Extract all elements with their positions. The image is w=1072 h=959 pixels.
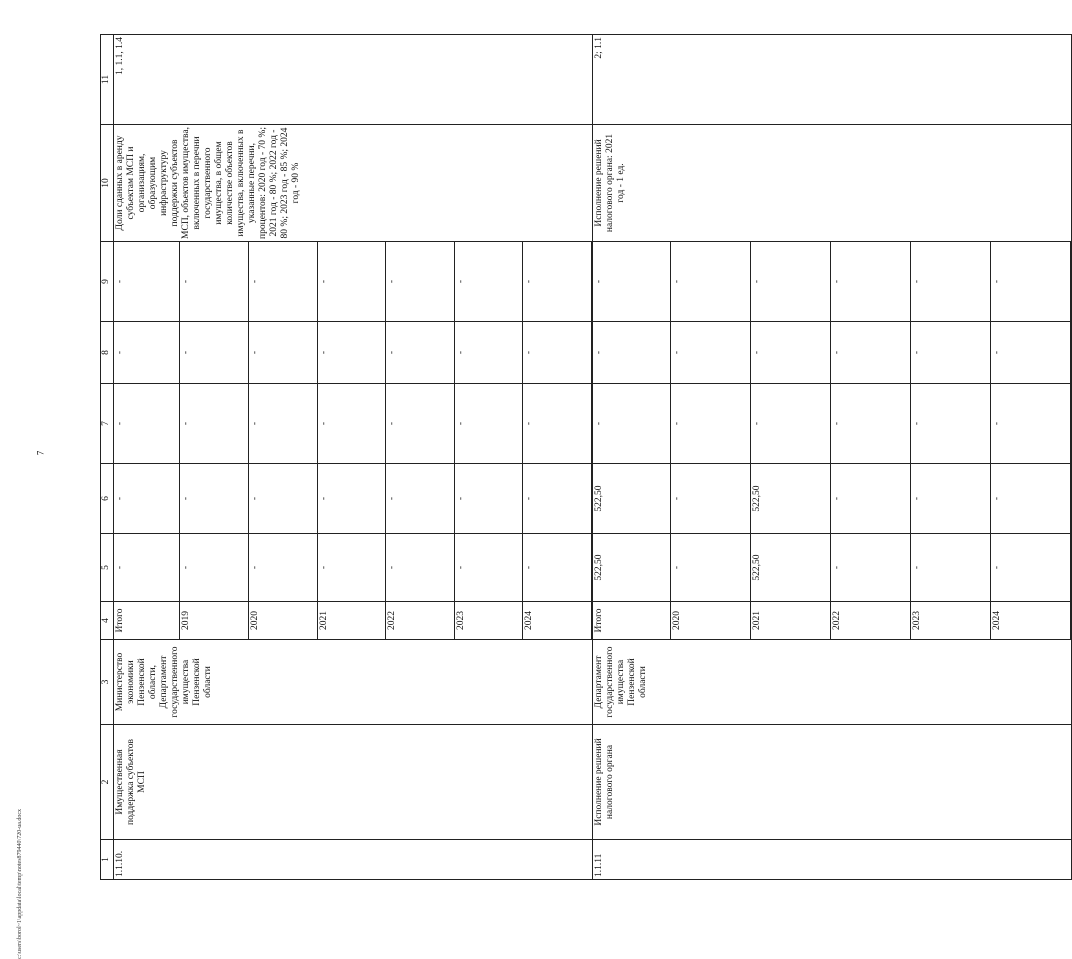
goal-reference: 1, 1.1, 1.4 bbox=[114, 35, 593, 125]
value: - bbox=[990, 322, 1070, 383]
value: 522,50 bbox=[750, 534, 830, 601]
value: - bbox=[523, 242, 592, 321]
value: - bbox=[670, 464, 750, 533]
value: - bbox=[454, 242, 523, 321]
col-header-6: 6 bbox=[101, 464, 114, 534]
value: - bbox=[114, 322, 180, 383]
year-label: 2023 bbox=[910, 602, 990, 639]
value: - bbox=[180, 242, 249, 321]
footer-file-path: c:\users\borol~1\appdata\local\temp\notes879440\720-ua.docx bbox=[17, 808, 23, 959]
goal-reference: 2; 1.1 bbox=[593, 35, 1072, 125]
value: - bbox=[910, 534, 990, 601]
value: - bbox=[830, 322, 910, 383]
col6-cell bbox=[114, 464, 593, 534]
value: - bbox=[750, 322, 830, 383]
value: - bbox=[180, 534, 249, 601]
year-label: 2024 bbox=[990, 602, 1070, 639]
value: - bbox=[523, 384, 592, 463]
value: - bbox=[523, 322, 592, 383]
value: - bbox=[114, 384, 180, 463]
value: - bbox=[830, 464, 910, 533]
value: - bbox=[910, 322, 990, 383]
col-header-11: 11 bbox=[101, 35, 114, 125]
col-header-3: 3 bbox=[101, 640, 114, 725]
value: - bbox=[249, 534, 318, 601]
value: - bbox=[750, 242, 830, 321]
value: - bbox=[386, 464, 455, 533]
col6-cell bbox=[593, 464, 1072, 534]
year-label: 2020 bbox=[670, 602, 750, 639]
col-header-2: 2 bbox=[101, 725, 114, 840]
value: - bbox=[114, 464, 180, 533]
header-row bbox=[101, 35, 114, 880]
value: - bbox=[386, 322, 455, 383]
value: - bbox=[990, 242, 1070, 321]
row-number: 1.1.10. bbox=[114, 840, 593, 880]
value: - bbox=[317, 534, 386, 601]
value: - bbox=[910, 464, 990, 533]
value: - bbox=[249, 242, 318, 321]
col-header-4: 4 bbox=[101, 602, 114, 640]
col-header-8: 8 bbox=[101, 322, 114, 384]
col-header-9: 9 bbox=[101, 242, 114, 322]
value: - bbox=[593, 384, 670, 463]
year-label: 2020 bbox=[249, 602, 318, 639]
value: - bbox=[830, 384, 910, 463]
value: - bbox=[523, 534, 592, 601]
value: - bbox=[454, 534, 523, 601]
value: - bbox=[830, 242, 910, 321]
value: 522,50 bbox=[593, 534, 670, 601]
value: - bbox=[180, 384, 249, 463]
value: - bbox=[454, 464, 523, 533]
value: - bbox=[454, 384, 523, 463]
value: - bbox=[180, 322, 249, 383]
measure-name: Исполнение решений налогового органа bbox=[593, 725, 1072, 840]
value: - bbox=[830, 534, 910, 601]
executor: Департамент государственного имущества Пензенской области bbox=[593, 640, 1072, 725]
years-cell bbox=[593, 602, 1072, 640]
col-header-10: 10 bbox=[101, 125, 114, 242]
col-header-7: 7 bbox=[101, 384, 114, 464]
year-label: 2019 bbox=[180, 602, 249, 639]
year-label: 2021 bbox=[750, 602, 830, 639]
value: - bbox=[114, 242, 180, 321]
col5-cell bbox=[593, 534, 1072, 602]
col-header-1: 1 bbox=[101, 840, 114, 880]
years-cell bbox=[114, 602, 593, 640]
col9-cell bbox=[593, 242, 1072, 322]
value: - bbox=[523, 464, 592, 533]
executor: Министерство экономики Пензенской области, Департамент государственного имущества Пензенской области bbox=[114, 640, 593, 725]
year-label: 2021 bbox=[317, 602, 386, 639]
value: - bbox=[249, 384, 318, 463]
value: - bbox=[114, 534, 180, 601]
page-number: 7 bbox=[35, 450, 46, 456]
year-label: 2022 bbox=[386, 602, 455, 639]
row-number: 1.1.11 bbox=[593, 840, 1072, 880]
value: - bbox=[990, 464, 1070, 533]
value: - bbox=[593, 242, 670, 321]
value: - bbox=[386, 242, 455, 321]
value: - bbox=[180, 464, 249, 533]
value: - bbox=[670, 534, 750, 601]
value: - bbox=[386, 384, 455, 463]
value: 522,50 bbox=[750, 464, 830, 533]
value: - bbox=[990, 384, 1070, 463]
value: - bbox=[910, 242, 990, 321]
value: - bbox=[670, 384, 750, 463]
col7-cell bbox=[593, 384, 1072, 464]
value: - bbox=[670, 322, 750, 383]
value: 522,50 bbox=[593, 464, 670, 533]
value: - bbox=[249, 322, 318, 383]
value: - bbox=[910, 384, 990, 463]
col9-cell bbox=[114, 242, 593, 322]
target-indicator: Доли сданных в аренду субъектам МСП и организациям, образующим инфраструктуру поддержки субъектов МСП, объектов имущества, включенных в перечни государственного имущества, в общем количестве объектов имущества, включенных в указанные перечни, процентов: 2020 год - 70 %; 2021 год - 80 %; 2022 год - 80 %; 2023 год - 85 %; 2024 год - 90 % bbox=[114, 125, 593, 242]
table-row bbox=[114, 35, 593, 880]
value: - bbox=[249, 464, 318, 533]
value: - bbox=[317, 464, 386, 533]
value: - bbox=[593, 322, 670, 383]
value: - bbox=[317, 322, 386, 383]
year-label: 2024 bbox=[523, 602, 592, 639]
col5-cell bbox=[114, 534, 593, 602]
col8-cell bbox=[593, 322, 1072, 384]
value: - bbox=[750, 384, 830, 463]
value: - bbox=[990, 534, 1070, 601]
measure-name: Имущественная поддержка субъектов МСП bbox=[114, 725, 593, 840]
activities-table bbox=[100, 34, 1072, 880]
col8-cell bbox=[114, 322, 593, 384]
value: - bbox=[386, 534, 455, 601]
value: - bbox=[670, 242, 750, 321]
rotated-table-wrapper bbox=[100, 35, 1002, 880]
target-indicator: Исполнение решений налогового органа: 2021 год - 1 ед. bbox=[593, 125, 1072, 242]
year-label: Итого bbox=[114, 602, 180, 639]
col7-cell bbox=[114, 384, 593, 464]
year-label: 2023 bbox=[454, 602, 523, 639]
year-label: 2022 bbox=[830, 602, 910, 639]
table-row bbox=[593, 35, 1072, 880]
value: - bbox=[454, 322, 523, 383]
value: - bbox=[317, 242, 386, 321]
value: - bbox=[317, 384, 386, 463]
year-label: Итого bbox=[593, 602, 670, 639]
col-header-5: 5 bbox=[101, 534, 114, 602]
